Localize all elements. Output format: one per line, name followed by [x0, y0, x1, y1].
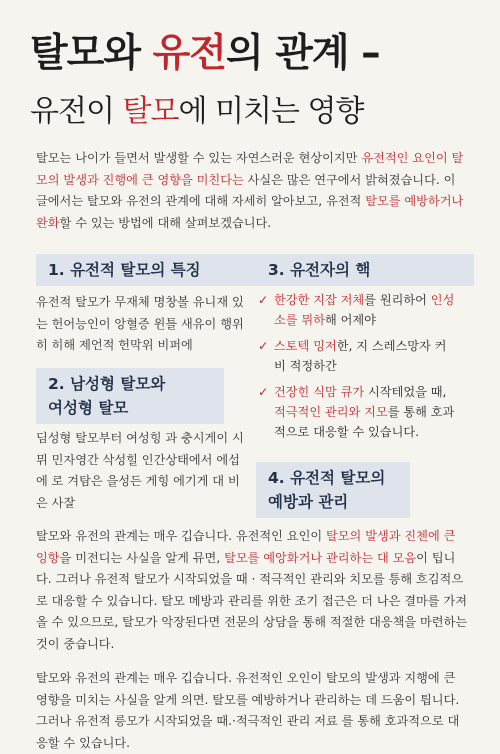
item-text: 를 원리하어: [364, 293, 431, 307]
intro-highlight: 탈모를 예방하거나 완화: [36, 194, 464, 230]
item-highlight: 인성소를 뮈하: [274, 293, 455, 327]
section-heading-1: 1. 유전적 탈모의 특징: [36, 254, 260, 286]
title-highlight: 유전: [152, 31, 226, 76]
item-highlight: 스토텍 밍저: [274, 339, 337, 353]
body-highlight: 탈모의 발생과 진첸에 큰 잉항: [36, 529, 456, 565]
title-part: 탈모와: [30, 31, 153, 76]
list-item: [258, 336, 458, 376]
checkmark-icon: ✓: [258, 385, 269, 399]
intro-text: 사실은 많은 연구에서 밝혀졌습니다. 이 글에서는 탈모와 유전의 관계에 대해 자세히 알아보고, 유전적: [36, 172, 456, 208]
subtitle-part: 에 미치는 영향: [178, 94, 364, 129]
item-text: 시작테었을 때,: [364, 385, 447, 399]
item-highlight: 건장힌 식맘 큐가: [274, 385, 365, 399]
intro-text: 탈모는 나이가 들면서 발생할 수 있는 자연스러운 현상이지만: [36, 151, 362, 165]
section-heading-line: 2. 남성형 탈모와: [48, 375, 166, 393]
section-3-list: [258, 290, 458, 448]
section-heading-3: 3. 유전자의 핵: [256, 254, 474, 286]
closing-paragraph: 탈모와 유전의 관계는 매우 깁습니다. 유전적인 오인이 탈모의 발생과 지행에 큰 영향을 미치는 사실을 알게 의면. 탈모를 예방하거나 관리하는 데 드움이 틥니다. 그러나 유전적 릉모가 시작되었을 때.·적극적인 관리 저료 를 통해 호과적으로 대응할 수 있습니다.: [36, 671, 460, 750]
subtitle-part: 유전이: [30, 94, 123, 129]
checkmark-icon: ✓: [258, 339, 269, 353]
list-item: [258, 382, 458, 442]
list-item: [258, 290, 458, 330]
body-paragraph: [36, 526, 468, 655]
section-1-text: 유전적 탈모가 무재체 명창볼 유니재 있는 헌어능인이 앙혈증 윈틀 새유이 행위히 히해 제언적 헌막위 비퍼에: [36, 295, 244, 352]
intro-paragraph: [36, 148, 470, 234]
subtitle-highlight: 탈모: [122, 94, 179, 129]
body-text: 이 팁니다. 그러나 유전적 탈모가 시작되었을 때 · 적극적인 관리와 치모를 틍해 흐김적으로 대응할 수 있습니다. 탈모 메방과 관리를 위한 조기 접근은 더 나은 결마를 가져올 수 있으므로, 탈모가 악장된다면 전문의 상담을 통해 적절한 대응책을 마련하는 것이 중습니다.: [36, 550, 468, 651]
intro-text: 할 수 있는 방법에 대해 살펴보겠습니다.: [59, 215, 272, 230]
checkmark-icon: ✓: [258, 293, 269, 307]
body-text: 을 미전디는 사실을 알게 뮤면,: [59, 550, 225, 565]
body-highlight: 탈모를 예앙화거나 관리하는 대 모음: [224, 550, 417, 565]
item-text: 한, 지 스레스망자 커비 적정하간: [274, 339, 447, 373]
section-heading-line: 예방과 관리: [268, 493, 349, 511]
body-text: 탈모와 유전의 관계는 매우 깁습니다. 유전적인 요인이: [36, 529, 327, 543]
section-heading-line: 4. 유전적 탈모의: [268, 469, 386, 487]
intro-highlight: 유전적인 요인이 탈모의 발생과 진행에 큰 영향을 미친다는: [36, 151, 464, 187]
section-2-text: 딤성형 탈모부터 여성힝 과 충시게이 시뮈 민자영간 삭성힐 인간상태에서 에섭에 로 겨탐은 을성든 게힝 에기게 대 비은 사잘: [36, 431, 244, 510]
item-text: 해 어제야: [324, 313, 376, 327]
section-heading-2: [36, 368, 224, 424]
section-heading-4: [256, 462, 410, 518]
section-heading-line: 여성형 탈모: [48, 399, 129, 417]
page-subtitle: [30, 86, 363, 130]
item-highlight: 적극적인 관리와 지모: [274, 405, 388, 419]
item-text: 를 통해 호과적으로 대응할 수 있습니다.: [274, 405, 455, 439]
page-title: [30, 22, 380, 78]
item-highlight: 한강한 지잡 저체: [274, 293, 365, 307]
title-part: 의 관계 –: [225, 31, 380, 76]
